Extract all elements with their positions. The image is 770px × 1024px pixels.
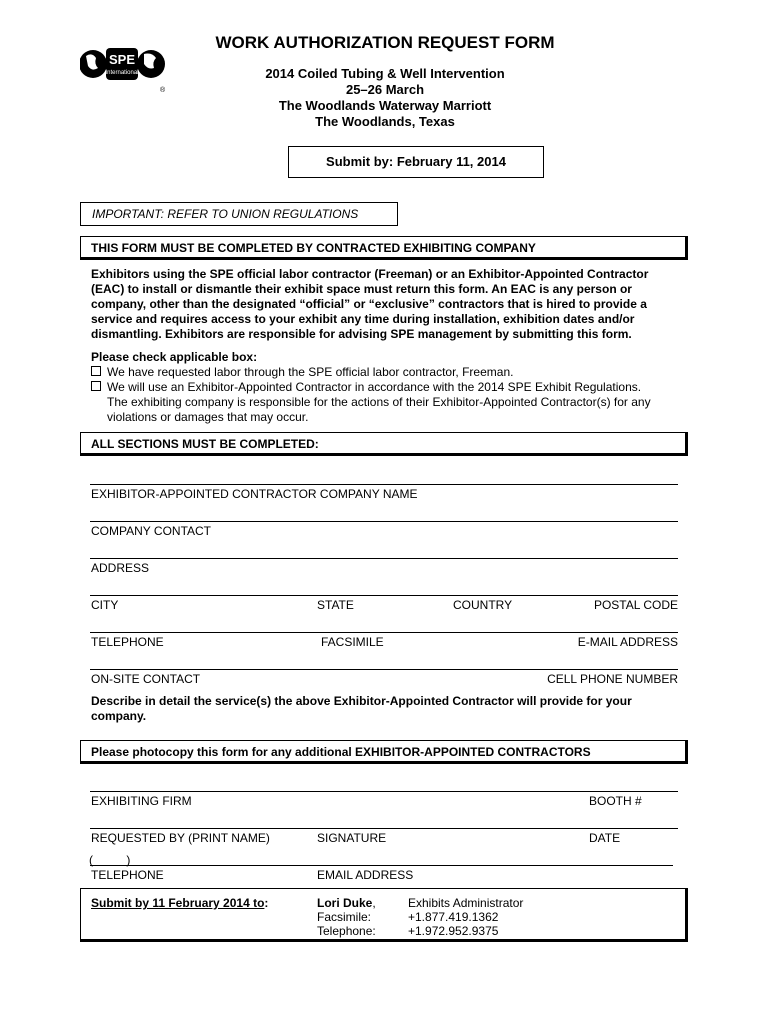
- area-code-parens: ( ): [89, 853, 131, 867]
- telephone-label: TELEPHONE: [91, 635, 164, 649]
- option-eac[interactable]: [91, 380, 641, 395]
- describe-line: company.: [91, 709, 147, 723]
- date-label: DATE: [589, 831, 621, 845]
- intro-line: service and requires access to your exhibit any time during installation, exhibition dates and/or: [91, 312, 635, 326]
- event-dates: 25–26 March: [345, 82, 425, 97]
- checkbox-eac[interactable]: [91, 381, 101, 391]
- cell-label: CELL PHONE NUMBER: [547, 672, 678, 686]
- booth-label: BOOTH #: [589, 794, 642, 808]
- address-label: ADDRESS: [91, 561, 150, 575]
- intro-line: company, other than the designated “official” or “exclusive” contractors that is hired to provide a: [91, 297, 647, 311]
- fax-number: +1.877.419.1362: [408, 910, 499, 924]
- option-eac-note: The exhibiting company is responsible for the actions of their Exhibitor-Appointed Contractor(s) for any: [107, 395, 651, 409]
- check-prompt: Please check applicable box:: [91, 350, 258, 364]
- submit-by-box: Submit by: February 11, 2014: [288, 146, 544, 178]
- intro-line: (EAC) to install or dismantle their exhibit space must return this form. An EAC is any person or: [91, 282, 632, 296]
- logo-subtext: International: [105, 70, 139, 76]
- onsite-label: ON-SITE CONTACT: [91, 672, 201, 686]
- svg-text:®: ®: [160, 87, 166, 94]
- option-freeman-label: We have requested labor through the SPE official labor contractor, Freeman.: [107, 365, 514, 379]
- intro-line: Exhibitors using the SPE official labor contractor (Freeman) or an Exhibitor-Appointed Contractor: [91, 267, 649, 281]
- event-name: 2014 Coiled Tubing & Well Intervention: [265, 66, 505, 81]
- section-all-heading: ALL SECTIONS MUST BE COMPLETED:: [80, 432, 688, 456]
- form-title: WORK AUTHORIZATION REQUEST FORM: [215, 33, 555, 52]
- contact-name: [317, 896, 376, 910]
- firm-label: EXHIBITING FIRM: [91, 794, 192, 808]
- address-line[interactable]: [90, 558, 678, 559]
- tel-label: Telephone:: [317, 924, 376, 938]
- firm-line[interactable]: [90, 791, 678, 792]
- describe-line: Describe in detail the service(s) the above Exhibitor-Appointed Contractor will provide for your: [91, 694, 632, 708]
- signature-label: SIGNATURE: [317, 831, 387, 845]
- option-freeman[interactable]: [91, 365, 513, 380]
- requested-by-label: REQUESTED BY (PRINT NAME): [91, 831, 270, 845]
- company-contact-label: COMPANY CONTACT: [91, 524, 212, 538]
- intro-line: dismantling. Exhibitors are responsible for advising SPE management by submitting this form.: [91, 327, 632, 341]
- telephone-line[interactable]: [90, 632, 678, 633]
- contact-name-text: Lori Duke: [317, 896, 373, 910]
- logo-text: SPE: [108, 52, 136, 67]
- option-eac-note: violations or damages that may occur.: [107, 410, 309, 424]
- section-contracted-heading: THIS FORM MUST BE COMPLETED BY CONTRACTED EXHIBITING COMPANY: [80, 236, 688, 260]
- onsite-line[interactable]: [90, 669, 678, 670]
- submit-colon: :: [264, 896, 269, 910]
- event-city: The Woodlands, Texas: [315, 114, 455, 129]
- submit-deadline-label: Submit by 11 February 2014 to: [91, 896, 265, 910]
- option-eac-label: We will use an Exhibitor-Appointed Contractor in accordance with the 2014 SPE Exhibit Regulations.: [107, 380, 642, 394]
- country-label: COUNTRY: [453, 598, 513, 612]
- fax-label: Facsimile:: [317, 910, 372, 924]
- checkbox-freeman[interactable]: [91, 366, 101, 376]
- tel-number: +1.972.952.9375: [408, 924, 499, 938]
- city-label: CITY: [91, 598, 119, 612]
- email-label: E-MAIL ADDRESS: [577, 635, 678, 649]
- facsimile-label: FACSIMILE: [321, 635, 384, 649]
- city-line[interactable]: [90, 595, 678, 596]
- contact-name-comma: ,: [372, 896, 376, 910]
- company-contact-line[interactable]: [90, 521, 678, 522]
- eac-company-line[interactable]: [90, 484, 678, 485]
- important-note: IMPORTANT: REFER TO UNION REGULATIONS: [80, 202, 398, 226]
- event-venue: The Woodlands Waterway Marriott: [278, 98, 492, 113]
- email-address-label: EMAIL ADDRESS: [317, 868, 414, 882]
- state-label: STATE: [317, 598, 354, 612]
- contact-role: Exhibits Administrator: [408, 896, 524, 910]
- photocopy-heading: Please photocopy this form for any additional EXHIBITOR-APPOINTED CONTRACTORS: [80, 740, 688, 764]
- telephone-label-2: TELEPHONE: [91, 868, 164, 882]
- eac-company-label: EXHIBITOR-APPOINTED CONTRACTOR COMPANY NAME: [91, 487, 418, 501]
- requested-line[interactable]: [90, 828, 678, 829]
- submit-deadline: [91, 896, 268, 910]
- postal-label: POSTAL CODE: [593, 598, 678, 612]
- telephone-email-line[interactable]: [90, 865, 673, 866]
